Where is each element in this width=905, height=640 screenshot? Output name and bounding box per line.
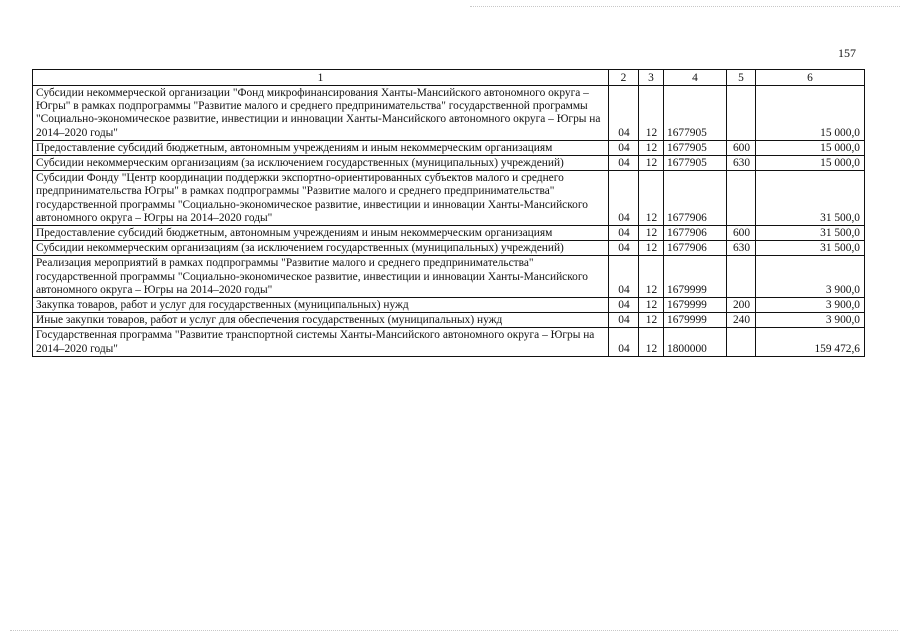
table-row <box>33 86 865 141</box>
row-subsection-code: 12 <box>639 298 664 313</box>
row-name: Государственная программа "Развитие транспортной системы Ханты-Мансийского автономного округа – Югры на 2014–2020 годы" <box>33 328 609 356</box>
row-target-article: 1677905 <box>664 156 727 171</box>
row-section-code: 04 <box>609 140 639 155</box>
row-name: Субсидии некоммерческим организациям (за исключением государственных (муниципальных) учреждений) <box>33 241 609 256</box>
row-expense-type <box>727 171 756 226</box>
table-row <box>33 256 865 298</box>
row-target-article: 1800000 <box>664 328 727 356</box>
row-name: Реализация мероприятий в рамках подпрограммы "Развитие малого и среднего предпринимательства" государственной программы "Социально-экономическое развитие, инвестиции и инновации Ханты-Мансийского автономного округа – Югры на 2014–2020 годы" <box>33 256 609 298</box>
table-row <box>33 298 865 313</box>
row-target-article: 1677906 <box>664 226 727 241</box>
column-header-5: 5 <box>727 70 756 86</box>
budget-table <box>32 69 865 357</box>
table-row <box>33 171 865 226</box>
row-section-code: 04 <box>609 328 639 356</box>
row-expense-type <box>727 256 756 298</box>
row-name: Предоставление субсидий бюджетным, автономным учреждениям и иным некоммерческим организациям <box>33 140 609 155</box>
row-amount: 31 500,0 <box>756 241 865 256</box>
row-section-code: 04 <box>609 156 639 171</box>
row-target-article: 1679999 <box>664 256 727 298</box>
column-header-3: 3 <box>639 70 664 86</box>
row-amount: 159 472,6 <box>756 328 865 356</box>
table-row <box>33 328 865 356</box>
row-name: Субсидии некоммерческой организации "Фонд микрофинансирования Ханты-Мансийского автономного округа – Югры" в рамках подпрограммы "Развитие малого и среднего предпринимательства" государственной программы "Социально-экономическое развитие, инвестиции и инновации Ханты-Мансийского автономного округа – Югры на 2014–2020 годы" <box>33 86 609 141</box>
row-expense-type: 240 <box>727 313 756 328</box>
row-name: Субсидии Фонду "Центр координации поддержки экспортно-ориентированных субъектов малого и среднего предпринимательства Югры" в рамках подпрограммы "Развитие малого и среднего предпринимательства" государственной программы "Социально-экономическое развитие, инвестиции и инновации Ханты-Мансийского автономного округа – Югры на 2014–2020 годы" <box>33 171 609 226</box>
row-section-code: 04 <box>609 298 639 313</box>
row-subsection-code: 12 <box>639 328 664 356</box>
row-name: Предоставление субсидий бюджетным, автономным учреждениям и иным некоммерческим организациям <box>33 226 609 241</box>
row-expense-type <box>727 86 756 141</box>
row-subsection-code: 12 <box>639 256 664 298</box>
row-target-article: 1677906 <box>664 241 727 256</box>
row-subsection-code: 12 <box>639 313 664 328</box>
row-target-article: 1679999 <box>664 298 727 313</box>
row-subsection-code: 12 <box>639 156 664 171</box>
scan-artifact-top <box>470 6 900 7</box>
column-header-1: 1 <box>33 70 609 86</box>
row-amount: 31 500,0 <box>756 226 865 241</box>
row-name: Закупка товаров, работ и услуг для государственных (муниципальных) нужд <box>33 298 609 313</box>
table-row <box>33 241 865 256</box>
row-section-code: 04 <box>609 86 639 141</box>
row-amount: 3 900,0 <box>756 298 865 313</box>
row-subsection-code: 12 <box>639 86 664 141</box>
row-subsection-code: 12 <box>639 226 664 241</box>
column-header-4: 4 <box>664 70 727 86</box>
page-number: 157 <box>838 46 856 60</box>
table-header-row <box>33 70 865 86</box>
table-row <box>33 156 865 171</box>
row-amount: 31 500,0 <box>756 171 865 226</box>
row-subsection-code: 12 <box>639 171 664 226</box>
row-amount: 3 900,0 <box>756 256 865 298</box>
row-section-code: 04 <box>609 256 639 298</box>
row-subsection-code: 12 <box>639 140 664 155</box>
row-amount: 15 000,0 <box>756 86 865 141</box>
row-section-code: 04 <box>609 226 639 241</box>
row-expense-type <box>727 328 756 356</box>
row-target-article: 1677905 <box>664 86 727 141</box>
scan-artifact-bottom <box>10 630 898 631</box>
row-expense-type: 600 <box>727 140 756 155</box>
row-subsection-code: 12 <box>639 241 664 256</box>
row-expense-type: 630 <box>727 156 756 171</box>
row-amount: 15 000,0 <box>756 140 865 155</box>
table-row <box>33 226 865 241</box>
row-target-article: 1679999 <box>664 313 727 328</box>
row-expense-type: 200 <box>727 298 756 313</box>
row-target-article: 1677906 <box>664 171 727 226</box>
row-expense-type: 600 <box>727 226 756 241</box>
row-section-code: 04 <box>609 241 639 256</box>
table-row <box>33 140 865 155</box>
row-section-code: 04 <box>609 313 639 328</box>
row-target-article: 1677905 <box>664 140 727 155</box>
row-section-code: 04 <box>609 171 639 226</box>
row-expense-type: 630 <box>727 241 756 256</box>
row-amount: 15 000,0 <box>756 156 865 171</box>
column-header-2: 2 <box>609 70 639 86</box>
column-header-6: 6 <box>756 70 865 86</box>
row-name: Субсидии некоммерческим организациям (за исключением государственных (муниципальных) учреждений) <box>33 156 609 171</box>
row-amount: 3 900,0 <box>756 313 865 328</box>
table-row <box>33 313 865 328</box>
row-name: Иные закупки товаров, работ и услуг для обеспечения государственных (муниципальных) нужд <box>33 313 609 328</box>
